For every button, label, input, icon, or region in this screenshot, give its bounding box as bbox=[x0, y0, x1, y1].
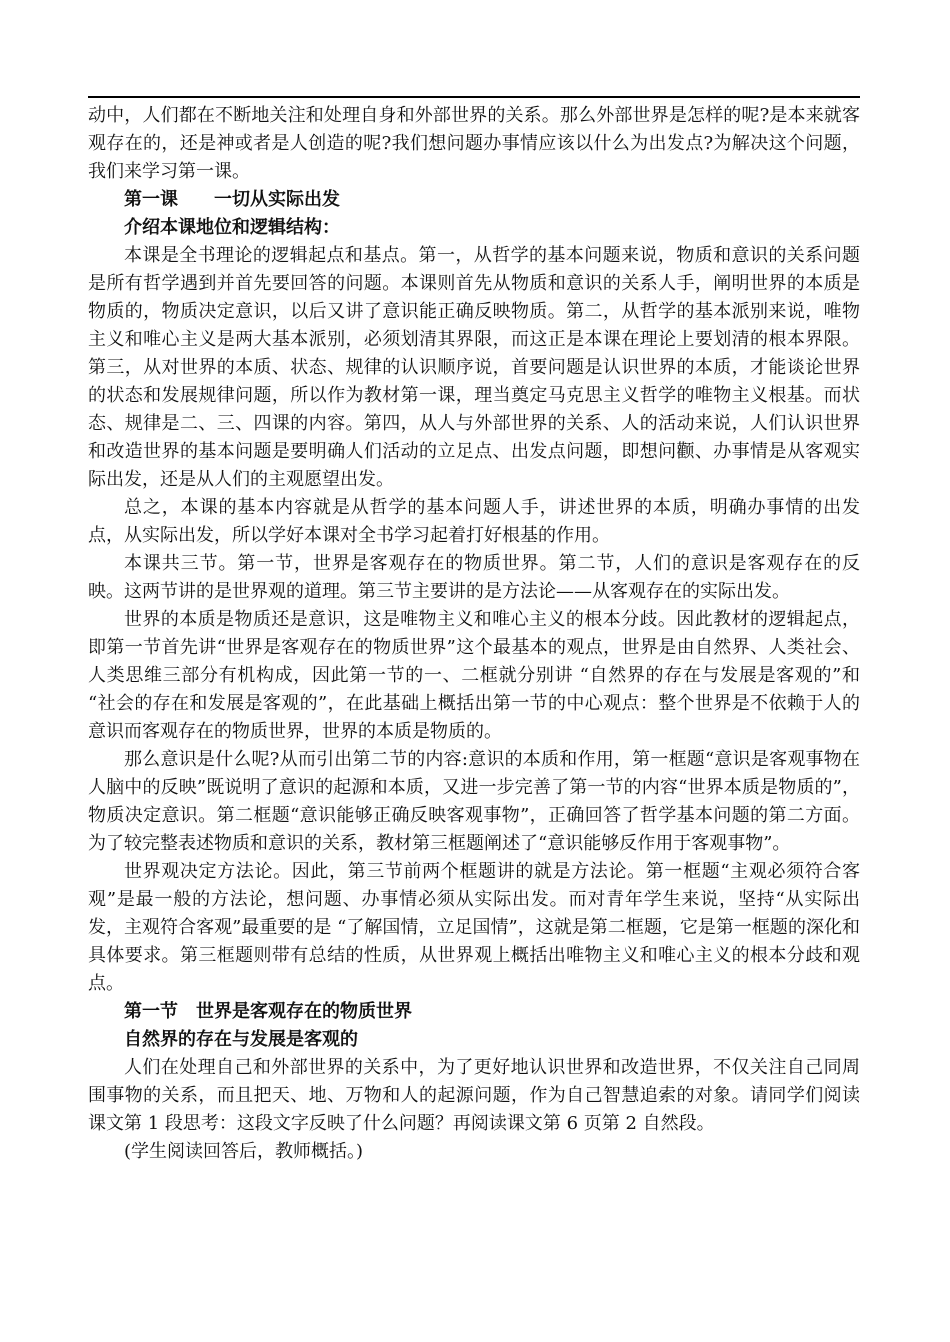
section-title: 第一节 世界是客观存在的物质世界 bbox=[124, 1001, 412, 1022]
body-paragraph: 人们在处理自己和外部世界的关系中，为了更好地认识世界和改造世界，不仅关注自己同周围事物的关系，而且把天、地、万物和人的起源问题，作为自己智慧追索的对象。请同学们阅读课文第 1 段思考：这段文字反映了什么问题？再阅读课文第 6 页第 2 自然段。 bbox=[88, 1057, 860, 1134]
body-paragraph: 世界的本质是物质还是意识，这是唯物主义和唯心主义的根本分歧。因此教材的逻辑起点，即第一节首先讲“世界是客观存在的物质世界”这个最基本的观点，世界是由自然界、人类社会、人类思维三部分有机构成，因此第一节的一、二框就分别讲 “自然界的存在与发展是客观的”和 “社会的存在和发展是客观的”，在此基础上概括出第一节的中心观点：整个世界是不依赖于人的意识而客观存在的物质世界，世界的本质是物质的。 bbox=[88, 609, 860, 742]
document-body bbox=[88, 102, 860, 1166]
lesson-title: 第一课 一切从实际出发 bbox=[124, 189, 340, 210]
subsection-title: 自然界的存在与发展是客观的 bbox=[124, 1029, 358, 1050]
body-paragraph: 本课是全书理论的逻辑起点和基点。第一，从哲学的基本问题来说，物质和意识的关系问题是所有哲学遇到并首先要回答的问题。本课则首先从物质和意识的关系人手，阐明世界的本质是物质的，物质决定意识，以后又讲了意识能正确反映物质。第二，从哲学的基本派别来说，唯物主义和唯心主义是两大基本派别，必须划清其界限，而这正是本课在理论上要划清的根本界限。第三，从对世界的本质、状态、规律的认识顺序说，首要问题是认识世界的本质，才能谈论世界的状态和发展规律问题，所以作为教材第一课，理当奠定马克思主义哲学的唯物主义根基。而状态、规律是二、三、四课的内容。第四，从人与外部世界的关系、人的活动来说，人们认识世界和改造世界的基本问题是要明确人们活动的立足点、出发点问题，即想问颧、办事情是从客观实际出发，还是从人们的主观愿望出发。 bbox=[88, 245, 860, 490]
body-paragraph: (学生阅读回答后，教师概括。) bbox=[124, 1141, 364, 1162]
body-paragraph: 总之，本课的基本内容就是从哲学的基本问题人手，讲述世界的本质，明确办事情的出发点，从实际出发，所以学好本课对全书学习起着打好根基的作用。 bbox=[88, 497, 860, 546]
header-rule bbox=[88, 96, 860, 98]
intro-paragraph: 动中，人们都在不断地关注和处理自身和外部世界的关系。那么外部世界是怎样的呢?是本来就客观存在的，还是神或者是人创造的呢?我们想问题办事情应该以什么为出发点?为解决这个问题，我们来学习第一课。 bbox=[88, 105, 860, 182]
body-paragraph: 那么意识是什么呢?从而引出第二节的内容:意识的本质和作用，第一框题“意识是客观事物在人脑中的反映”既说明了意识的起源和本质，又进一步完善了第一节的内容“世界本质是物质的”，物质决定意识。第二框题“意识能够正确反映客观事物”，正确回答了哲学基本问题的第二方面。为了较完整表述物质和意识的关系，教材第三框题阐述了“意识能够反作用于客观事物”。 bbox=[88, 749, 860, 854]
body-paragraph: 本课共三节。第一节，世界是客观存在的物质世界。第二节，人们的意识是客观存在的反映。这两节讲的是世界观的道理。第三节主要讲的是方法论——从客观存在的实际出发。 bbox=[88, 553, 860, 602]
body-paragraph: 世界观决定方法论。因此，第三节前两个框题讲的就是方法论。第一框题“主观必须符合客观”是最一般的方法论，想问题、办事情必须从实际出发。而对青年学生来说，坚持“从实际出发，主观符合客观”最重要的是 “了解国情，立足国情”，这就是第二框题，它是第一框题的深化和具体要求。第三框题则带有总结的性质，从世界观上概括出唯物主义和唯心主义的根本分歧和观点。 bbox=[88, 861, 860, 994]
structure-heading: 介绍本课地位和逻辑结构： bbox=[124, 217, 340, 238]
